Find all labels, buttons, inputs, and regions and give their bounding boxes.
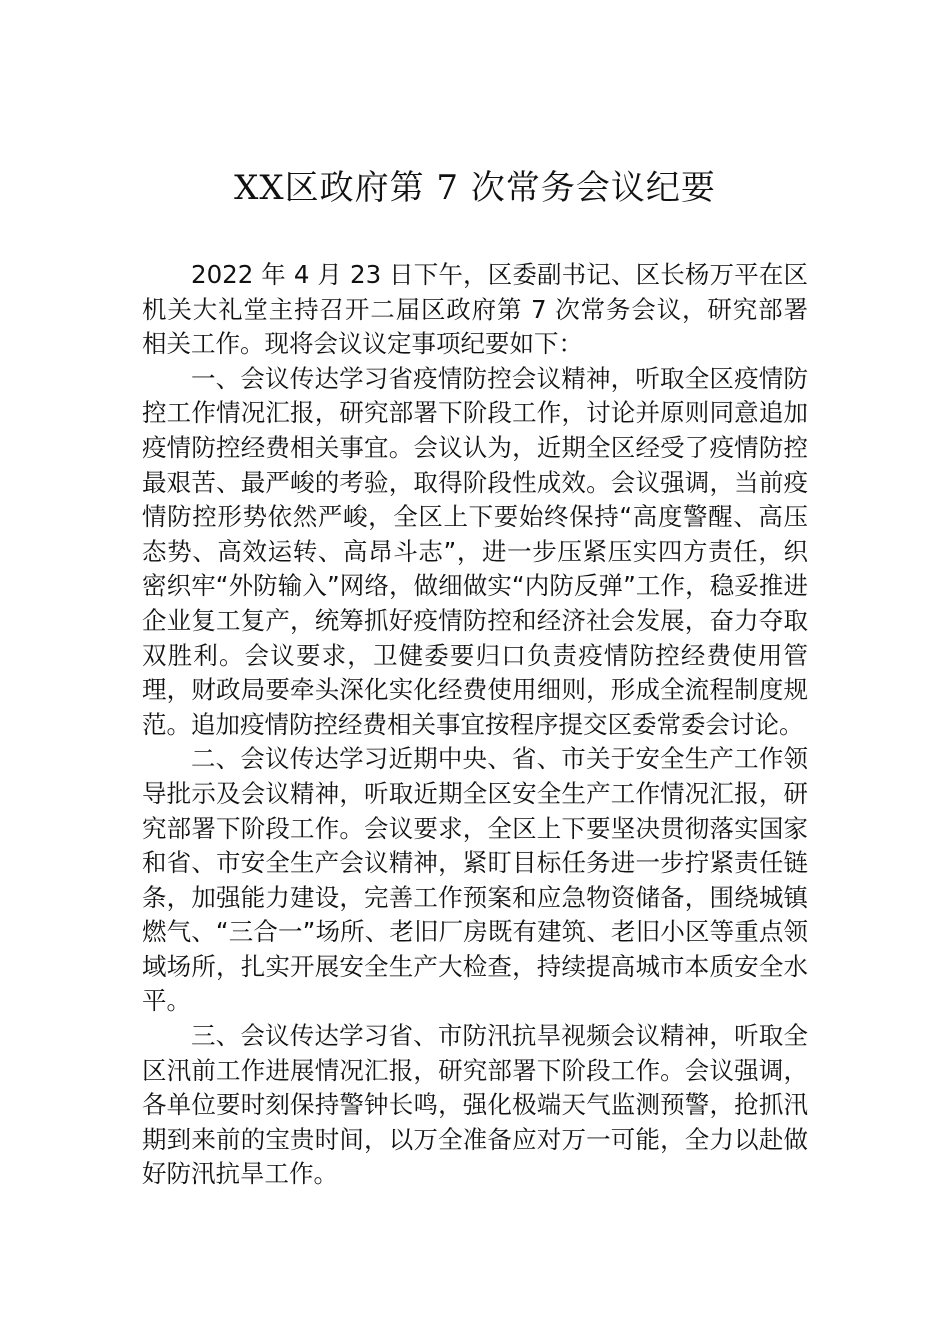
item-one-paragraph: 一、会议传达学习省疫情防控会议精神，听取全区疫情防控工作情况汇报，研究部署下阶段工作，讨论并原则同意追加疫情防控经费相关事宜。会议认为，近期全区经受了疫情防控最艰苦、最严峻的考验，取得阶段性成效。会议强调，当前疫情防控形势依然严峻，全区上下要始终保持“高度警醒、高压态势、高效运转、高昂斗志”，进一步压紧压实四方责任，织密织牢“外防输入”网络，做细做实“内防反弹”工作，稳妥推进企业复工复产，统筹抓好疫情防控和经济社会发展，奋力夺取双胜利。会议要求，卫健委要归口负责疫情防控经费使用管理，财政局要牵头深化实化经费使用细则，形成全流程制度规范。追加疫情防控经费相关事宜按程序提交区委常委会讨论。 bbox=[142, 363, 808, 739]
item-two-paragraph: 二、会议传达学习近期中央、省、市关于安全生产工作领导批示及会议精神，听取近期全区安全生产工作情况汇报，研究部署下阶段工作。会议要求，全区上下要坚决贯彻落实国家和省、市安全生产会议精神，紧盯目标任务进一步拧紧责任链条，加强能力建设，完善工作预案和应急物资储备，围绕城镇燃气、“三合一”场所、老旧厂房既有建筑、老旧小区等重点领域场所，扎实开展安全生产大检查，持续提高城市本质安全水平。 bbox=[142, 744, 808, 1016]
document-body bbox=[142, 258, 808, 1192]
intro-paragraph: 2022 年 4 月 23 日下午，区委副书记、区长杨万平在区机关大礼堂主持召开二届区政府第 7 次常务会议，研究部署相关工作。现将会议议定事项纪要如下： bbox=[142, 260, 808, 359]
item-three-paragraph: 三、会议传达学习省、市防汛抗旱视频会议精神，听取全区汛前工作进展情况汇报，研究部署下阶段工作。会议强调，各单位要时刻保持警钟长鸣，强化极端天气监测预警，抢抓汛期到来前的宝贵时间，以万全准备应对万一可能，全力以赴做好防汛抗旱工作。 bbox=[142, 1021, 808, 1189]
document-title: XX区政府第 7 次常务会议纪要 bbox=[234, 168, 716, 208]
